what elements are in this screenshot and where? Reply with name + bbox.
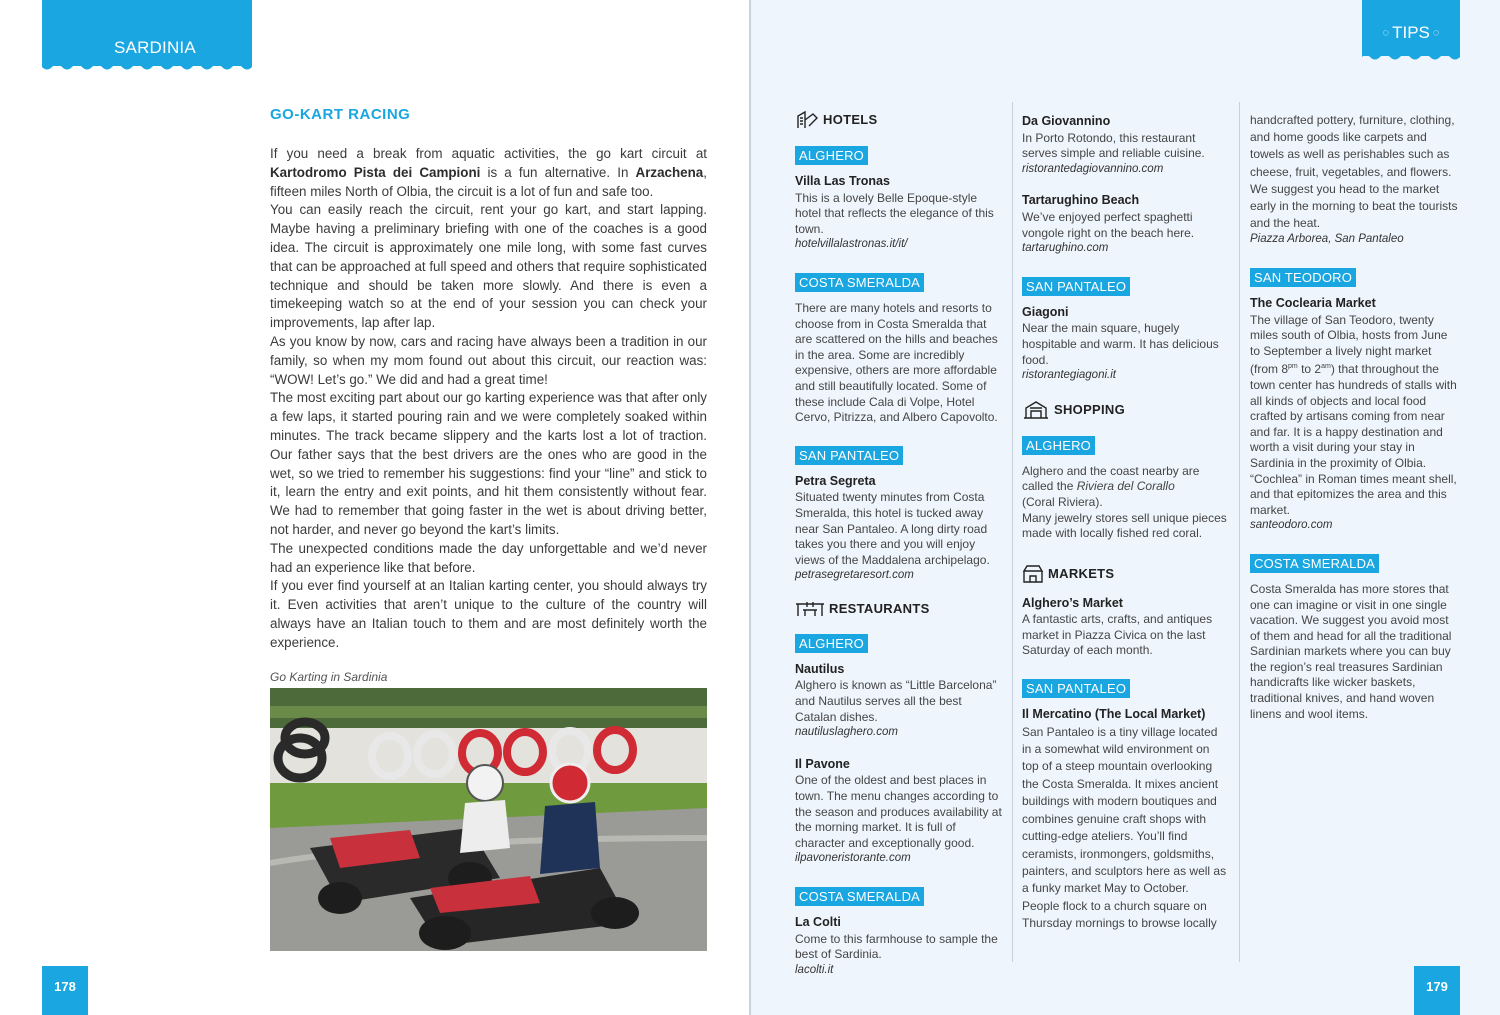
text-run: (Coral Riviera).: [1022, 494, 1103, 509]
text-run: The village of San Teodoro, twenty miles south of Olbia, hosts from June to September a lively night market (from 8: [1250, 312, 1448, 377]
listing-name: Giagoni: [1022, 304, 1069, 319]
text-run: ) that throughout the town center has hundreds of stalls with all kinds of objects and local food crafted by artisans coming from near and far. It is a happy destination and worth a visit during your stay in Sardinia in the proximity of Olbia. “Cochlea” in Roman times meant shell, and that epitomizes the area and this market.: [1250, 362, 1457, 517]
text-run: is a fun alternative. In: [480, 164, 636, 180]
shopping-label: SHOPPING: [1054, 401, 1126, 417]
section-title: SARDINIA: [114, 38, 196, 57]
listing-url: Piazza Arborea, San Pantaleo: [1250, 233, 1404, 246]
page-gutter: [749, 0, 751, 1015]
location-tag: SAN PANTALEO: [1022, 277, 1130, 296]
text-run: Alghero and the coast nearby are called the: [1022, 463, 1200, 494]
location-tag: SAN PANTALEO: [795, 446, 903, 465]
listing: [1250, 112, 1460, 248]
listing: [1250, 296, 1460, 534]
hotels-heading: [795, 110, 1005, 130]
listing-desc: Near the main square, hugely hospitable and warm. It has delicious food.: [1022, 321, 1219, 367]
tips-column-1: [795, 102, 1005, 994]
tips-column-3: [1250, 102, 1460, 738]
text-run: to 2: [1297, 362, 1322, 377]
page-number-left-text: 178: [54, 979, 76, 994]
listing: [1022, 193, 1228, 256]
listing-desc: Alghero is known as “Little Barcelona” and Nautilus serves all the best Catalan dishes.: [795, 678, 997, 724]
listing-url[interactable]: tartarughino.com: [1022, 242, 1109, 255]
location-tag: ALGHERO: [795, 634, 868, 653]
listing-desc: In Porto Rotondo, this restaurant serves simple and reliable cuisine.: [1022, 130, 1205, 161]
drop-icon: ◌: [1432, 27, 1440, 39]
listing-url[interactable]: ristorantedagiovannino.com: [1022, 162, 1164, 175]
markets-heading: [1022, 564, 1228, 584]
photo-caption: Go Karting in Sardinia: [270, 670, 388, 684]
article-paragraph: The unexpected conditions made the day unforgettable and we’d never had an experience like that before.: [270, 540, 707, 575]
text-run-italic: Riviera del Corallo: [1076, 479, 1175, 494]
text-run: If you need a break from aquatic activities, the go kart circuit at: [270, 146, 707, 161]
article-body: [270, 145, 707, 653]
listing: [1022, 707, 1228, 932]
tips-title: TIPS: [1392, 23, 1430, 42]
listing-url[interactable]: lacolti.it: [795, 963, 834, 976]
restaurants-heading: [795, 600, 1005, 618]
markets-label: MARKETS: [1048, 565, 1115, 581]
location-tag: COSTA SMERALDA: [1250, 554, 1379, 573]
wave-edge: [1362, 54, 1460, 62]
section-tab: [42, 0, 252, 66]
superscript: pm: [1288, 363, 1298, 371]
listing-desc: We’ve enjoyed perfect spaghetti vongole right on the beach here.: [1022, 209, 1195, 240]
listing-name: La Colti: [795, 915, 841, 929]
text-run: , fifteen miles North of Olbia, the circuit is a lot of fun and safe too.: [270, 164, 707, 199]
column-divider: [1012, 102, 1013, 962]
listing-desc: One of the oldest and best places in town. The menu changes according to the season and produces availability at the morning market. It is full of character and exceptionally good.: [795, 773, 1002, 850]
listing-name: Alghero’s Market: [1022, 595, 1123, 610]
hotel-icon: [795, 110, 819, 130]
article-paragraph: The most exciting part about our go karting experience was that after only a few laps, it started pouring rain and we were completely soaked within minutes. The track became slippery and the karts lost a lot of traction. Our father says that the best drivers are the ones who are good in the wet, so we tried to remember his suggestions: find your “line” and stick to it, learn the entry and exit points, and hit them consistently without fear. We had to remember that going faster in the wet is about driving better, not harder, and never go beyond the kart’s limits.: [270, 390, 707, 537]
listing-url[interactable]: hotelvillalastronas.it/it/: [795, 238, 908, 251]
listing-desc: This is a lovely Belle Epoque-style hotel that reflects the elegance of this town.: [795, 190, 994, 236]
article-paragraph: If you ever find yourself at an Italian karting center, you should always try it. Even activities that aren’t unique to the culture of the country will always have an Italian touch to them and are most definitely worth the experience.: [270, 578, 707, 650]
listing-desc: Situated twenty minutes from Costa Smeralda, this hotel is tucked away near San Pantaleo. A long dirty road takes you there and you will enjoy views of the Maddalena archipelago.: [795, 490, 990, 567]
listing: [1022, 305, 1228, 384]
location-tag: COSTA SMERALDA: [795, 273, 924, 292]
listing-name: Il Pavone: [795, 756, 850, 771]
article-paragraph: As you know by now, cars and racing have always been a tradition in our family, so when my mom found out about this circuit, our reaction was: “WOW! Let’s go.” We did and had a great time!: [270, 333, 707, 387]
listing-url[interactable]: ristorantegiagoni.it: [1022, 369, 1116, 382]
section-text: Costa Smeralda has more stores that one can imagine or visit in one single vacation. We suggest you avoid most of them and head for all the traditional Sardinian markets where you can buy the region’s real treasures Sardinian handicrafts like wicker baskets, traditional knives, and hand woven linens and wool items.: [1250, 581, 1452, 721]
listing-desc: A fantastic arts, crafts, and antiques market in Piazza Civica on the last Saturday of each month.: [1022, 612, 1213, 658]
wave-edge: [42, 64, 252, 72]
location-tag: ALGHERO: [795, 146, 868, 165]
location-tag: COSTA SMERALDA: [795, 887, 924, 906]
column-divider: [1239, 102, 1240, 962]
listing-desc: Come to this farmhouse to sample the best of Sardinia.: [795, 931, 998, 962]
tips-column-2: [1022, 102, 1228, 949]
shopping-heading: [1022, 400, 1228, 420]
listing: [795, 662, 1005, 741]
article-paragraph: [270, 145, 707, 201]
article-title: GO-KART RACING: [270, 106, 411, 123]
listing-name: Il Mercatino (The Local Market): [1022, 707, 1206, 722]
section-text: There are many hotels and resorts to choose from in Costa Smeralda that are scattered on the hills and beaches in the area. Some are incredibly expensive, others are more affordable and still beautifully located. Some of these include Cala di Volpe, Hotel Cervo, Pitrizza, and Albero Capovolto.: [795, 300, 998, 425]
listing-desc: [1250, 313, 1460, 519]
listing: [795, 474, 1005, 584]
listing-name: Da Giovannino: [1022, 114, 1111, 128]
town-name: Arzachena: [635, 164, 704, 180]
listing-name: The Coclearia Market: [1250, 296, 1376, 311]
page-number-right: [1414, 966, 1460, 1015]
location-tag: SAN TEODORO: [1250, 268, 1356, 287]
listing: [1022, 596, 1228, 659]
listing-name: Nautilus: [795, 661, 845, 676]
listing-desc: handcrafted pottery, furniture, clothing, and home goods like carpets and towels as well as perishables such as cheese, fruit, vegetables, and flowers. We suggest you head to the market early in the morning to beat the tourists and the heat.: [1250, 113, 1458, 231]
listing-name: Villa Las Tronas: [795, 174, 890, 188]
listing: [795, 174, 1005, 253]
page-number-right-text: 179: [1426, 979, 1448, 994]
article-paragraph: You can easily reach the circuit, rent your go kart, and start lapping. Maybe having a preliminary briefing with one of the coaches is a good idea. The circuit is approximately one mile long, with some fast curves that can be approached at full speed and others that require sophisticated technique and should be taken more slowly. And there is even a timekeeping watch so at the end of your session you can check your improvements, lap after lap.: [270, 202, 707, 331]
listing-url[interactable]: ilpavoneristorante.com: [795, 852, 911, 865]
tips-tab: [1362, 0, 1460, 56]
drop-icon: ◌: [1382, 27, 1390, 39]
shopping-icon: [1022, 400, 1050, 420]
location-tag: ALGHERO: [1022, 436, 1095, 455]
location-tag: SAN PANTALEO: [1022, 679, 1130, 698]
market-icon: [1022, 564, 1044, 584]
section-text: [1022, 464, 1228, 542]
listing-url[interactable]: petrasegretaresort.com: [795, 569, 914, 582]
restaurant-icon: [795, 600, 825, 618]
listing-url[interactable]: nautiluslaghero.com: [795, 726, 898, 739]
circuit-name: Kartodromo Pista dei Campioni: [270, 164, 481, 180]
listing-name: Petra Segreta: [795, 473, 876, 488]
page-number-left: [42, 966, 88, 1015]
hotels-label: HOTELS: [823, 112, 878, 128]
go-kart-photo: [270, 688, 707, 951]
listing: [795, 915, 1005, 978]
listing-name: Tartarughino Beach: [1022, 193, 1140, 208]
listing: [1022, 114, 1228, 177]
listing-desc: San Pantaleo is a tiny village located in a somewhat wild environment on top of a steep mountain overlooking the Costa Smeralda. It mixes ancient buildings with modern boutiques and combines genuine craft shops with cutting-edge ateliers. You’ll find ceramists, ironmongers, goldsmiths, painters, and sculptors here as well as a funky market May to October. People flock to a church square on Thursday mornings to browse locally: [1022, 724, 1227, 931]
listing-url[interactable]: santeodoro.com: [1250, 519, 1333, 532]
listing: [795, 757, 1005, 867]
text-run: Many jewelry stores sell unique pieces made with locally fished red coral.: [1022, 510, 1227, 541]
superscript: am: [1321, 363, 1331, 371]
restaurants-label: RESTAURANTS: [829, 601, 930, 617]
